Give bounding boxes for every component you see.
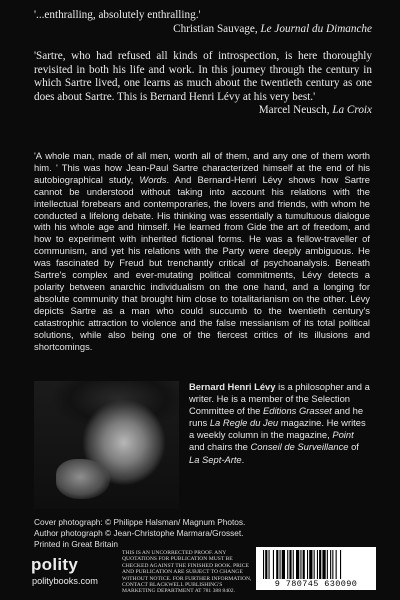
- barcode-bar: [340, 550, 341, 579]
- barcode-bar: [293, 550, 294, 579]
- book-description: [34, 150, 370, 352]
- author-photo: [34, 381, 179, 509]
- barcode-bars: [262, 550, 370, 579]
- description-text-cont: . And Bernard-Henri Lévy shows how Sartre cannot be understood without taking into account his relations with the intellectual forebears and contemporaries, the lovers and friends, with whom he conducted a lifelong debate. His thinking was essentially a tumultuous dialogue with his whole age and himself. He learned from Gide the art of freedom, and how to experiment with inherited fictional forms. He was a fellow-traveller of communism, and yet his relations with the Party were deeply ambiguous. He was fascinated by Freud but trenchantly critical of psychoanalysis. Beneath Sartre's complex and ever-mutating political commitments, Lévy detects a polarity between anarchic individualism on the one hand, and a longing for absolute community that brought him close to totalitarianism on the other. Lévy depicts Sartre as a man who could succumb to the twentieth century's catastrophic attraction to violence and the false messianism of its total political solutions, while also being one of the fiercest critics of its illusions and shortcomings.: [34, 173, 370, 352]
- barcode-bar: [296, 550, 299, 579]
- credit-line: Cover photograph: © Philippe Halsman/ Magnum Photos.: [34, 517, 246, 527]
- description-title-words: Words: [139, 173, 167, 185]
- bio-text: is a philosopher and a writer. He is a member of the Selection Committee of the: [189, 381, 370, 417]
- barcode-bar: [282, 550, 285, 579]
- barcode-bar: [317, 550, 318, 579]
- quote-attribution: [34, 23, 372, 37]
- bio-italic: La Regle du Jeu: [209, 417, 279, 429]
- quote-author: Marcel Neusch,: [258, 104, 333, 117]
- quote-source: Le Journal du Dimanche: [260, 22, 372, 35]
- barcode-bar: [287, 550, 288, 579]
- quote-author: Christian Sauvage,: [173, 22, 261, 35]
- barcode-bar: [314, 550, 315, 579]
- barcode-bar: [309, 550, 312, 579]
- bio-text: of: [348, 441, 359, 453]
- barcode-bar: [327, 550, 328, 579]
- bio-text: and chairs the: [189, 441, 251, 453]
- barcode-bar: [303, 550, 305, 579]
- publisher-url: politybooks.com: [32, 576, 98, 586]
- isbn-barcode: [256, 547, 376, 590]
- barcode-bar: [319, 550, 321, 579]
- quote-source: La Croix: [332, 104, 372, 117]
- bio-italic: Conseil de Surveillance: [250, 441, 349, 453]
- quote-la-croix: [34, 50, 372, 118]
- barcode-bar: [280, 550, 281, 579]
- author-photo-hand: [56, 459, 110, 499]
- barcode-bar: [289, 550, 291, 579]
- bio-text: and he runs: [189, 405, 364, 429]
- quote-text: 'Sartre, who had refused all kinds of introspection, is here thoroughly revisited in both his life and work. In this journey through the century in which Sartre lived, one learns as much about the twentieth century as one does about Sartre. This is Bernard Henri Lévy at his very best.': [34, 50, 372, 103]
- barcode-bar: [322, 550, 325, 579]
- barcode-bar: [273, 550, 274, 579]
- quote-text: '...enthralling, absolutely enthralling.': [34, 9, 201, 21]
- quote-attribution: [34, 104, 372, 118]
- quote-journal-du-dimanche: [34, 9, 372, 36]
- barcode-bar: [332, 550, 333, 579]
- publisher-logo: polity: [31, 555, 79, 574]
- description-text: 'A whole man, made of all men, worth all of them, and any one of them worth him. ' This was how Jean-Paul Sartre characterized himself at the end of his autobiographical study,: [34, 150, 370, 185]
- bio-italic: Editions Grasset: [263, 405, 332, 417]
- bio-italic: Point: [332, 429, 354, 441]
- barcode-bar: [263, 550, 264, 579]
- bio-text: magazine. He writes a weekly column in the magazine,: [189, 417, 366, 441]
- credit-line: Printed in Great Britain: [34, 539, 118, 549]
- photo-credits: [34, 517, 284, 550]
- barcode-bar: [276, 550, 278, 579]
- barcode-bar: [307, 550, 308, 579]
- barcode-bar: [300, 550, 301, 579]
- bio-italic: La Sept-Arte: [189, 453, 242, 465]
- bio-text: .: [241, 453, 245, 465]
- barcode-bar: [336, 550, 337, 579]
- author-name: Bernard Henri Lévy: [189, 381, 276, 392]
- barcode-bar: [269, 550, 270, 579]
- credit-line: Author photograph © Jean-Christophe Marmara/Grosset.: [34, 528, 244, 538]
- isbn-number: 9 780745 630090: [274, 579, 358, 589]
- barcode-bar: [265, 550, 267, 579]
- proof-notice: THIS IS AN UNCORRECTED PROOF. ANY QUOTATIONS FOR PUBLICATION MUST BE CHECKED AGAINST THE FINISHED BOOK. PRICE AND PUBLICATION ARE SUBJECT TO CHANGE WITHOUT NOTICE. FOR FURTHER INFORMATION, CONTACT BLACKWELL PUBLISHING'S MARKETING DEPARTMENT AT 781 388 8402.: [122, 550, 252, 595]
- barcode-bar: [330, 550, 331, 579]
- author-bio: [189, 381, 371, 466]
